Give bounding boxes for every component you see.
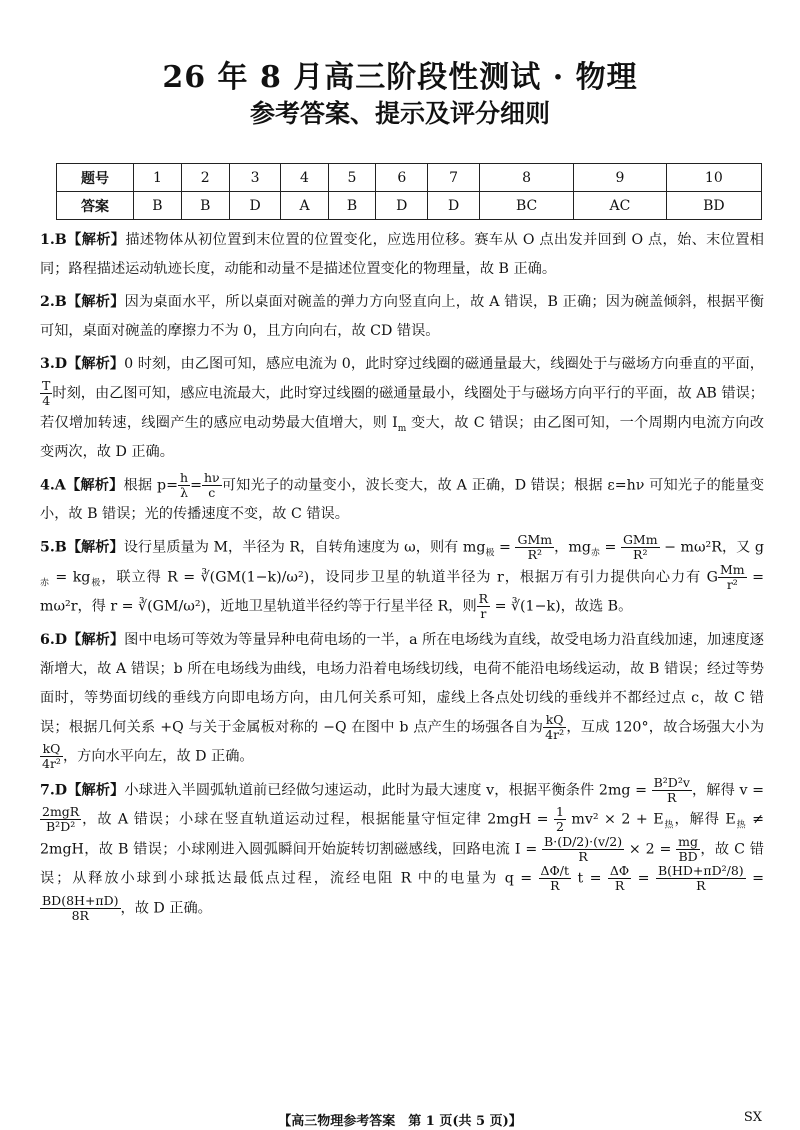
numerator: B(HD+πD²/8) bbox=[657, 863, 744, 878]
page-title: 26 年 8 月高三阶段性测试 · 物理 bbox=[162, 60, 638, 95]
solution-text: ，故 D 正确。 bbox=[120, 900, 212, 916]
denominator: λ bbox=[180, 484, 188, 500]
solution-text: ，mg bbox=[554, 539, 591, 556]
solution-text: 图中电场可等效为等量异种电荷电场的一半，a 所在电场线为直线，故受电场力沿直线加速，加速度逐渐增大，故 A 错误；b 所在电场线为曲线，电场力沿着电场线切线，电荷不能沿电场线运动，故 B 错误；经过等势面时，等势面切线的垂线方向即电场方向，由几何关系可知，虚线上各点处切线的垂线并不都经过点 c，故 C 错误；根据几何关系 +Q 与关于金属板对称的 −Q 在图中 b 点产生的场强各自为 bbox=[40, 631, 764, 735]
solution-text: 时刻，由乙图可知，感应电流最大，此时穿过线圈的磁通量最小，线圈处于与磁场方向平行的平面，故 AB 错误；若仅增加转速，线圈产生的感应电动势最大值增大，则 I bbox=[40, 385, 764, 431]
numerator: GMm bbox=[517, 532, 553, 547]
numerator: ΔΦ bbox=[609, 863, 630, 878]
denominator: 4r² bbox=[42, 756, 61, 771]
answer-cell: BC bbox=[479, 192, 573, 220]
solution-head: 7.D【解析】 bbox=[40, 782, 125, 798]
numerator: BD(8H+πD) bbox=[42, 892, 119, 908]
solution-text: 可知光子的动量变小，波长变大，故 A 正确，D 错误；根据 ε=hν 可知光子的能量变小，故 B 错误；光的传播速度不变，故 C 错误。 bbox=[40, 477, 765, 522]
solution-text: 根据 p= bbox=[123, 477, 178, 493]
fraction bbox=[656, 864, 746, 893]
numerator: kQ bbox=[40, 742, 63, 757]
solution-text: ，故 A 错误；小球在竖直轨道运动过程，根据能量守恒定律 2mgH = bbox=[81, 811, 554, 828]
denominator: c bbox=[208, 484, 216, 500]
numerator: B²D²v bbox=[653, 774, 690, 790]
subscript: 赤 bbox=[590, 548, 600, 559]
numerator: T bbox=[42, 378, 51, 393]
numerator: Mm bbox=[720, 561, 745, 577]
denominator: BD bbox=[678, 848, 698, 864]
denominator: 4 bbox=[42, 393, 51, 408]
solution-head: 1.B【解析】 bbox=[40, 232, 126, 248]
answer-cell: BD bbox=[666, 192, 761, 220]
table-row bbox=[57, 192, 762, 220]
answer-cell: B bbox=[328, 192, 376, 220]
row-header: 题号 bbox=[57, 164, 134, 192]
question-number: 3 bbox=[229, 164, 281, 192]
denominator: R bbox=[550, 878, 560, 893]
question-number: 7 bbox=[428, 164, 480, 192]
subscript: 极 bbox=[485, 548, 495, 559]
solution-text: ，解得 E bbox=[674, 811, 736, 828]
denominator: R bbox=[667, 789, 677, 805]
fraction bbox=[621, 533, 660, 562]
question-number: 10 bbox=[666, 164, 761, 192]
fraction bbox=[554, 805, 566, 834]
footer-code: SX bbox=[743, 1110, 762, 1125]
table-row bbox=[57, 164, 762, 192]
solution-text: = kg bbox=[49, 569, 91, 585]
solution-4 bbox=[40, 471, 764, 530]
fraction bbox=[40, 805, 81, 834]
solution-2 bbox=[40, 288, 764, 346]
fraction bbox=[652, 776, 692, 805]
denominator: 4r² bbox=[545, 726, 565, 742]
numerator: h bbox=[180, 469, 189, 485]
solution-text: 设行星质量为 M，半径为 R，自转角速度为 ω，则有 mg bbox=[123, 539, 486, 556]
numerator: mg bbox=[678, 833, 699, 849]
fraction bbox=[515, 533, 554, 562]
solution-text: t = bbox=[571, 870, 608, 887]
subscript: m bbox=[397, 423, 407, 434]
fraction bbox=[202, 471, 222, 500]
fraction bbox=[539, 864, 572, 893]
numerator: kQ bbox=[543, 713, 566, 728]
solution-text: 变大，故 C 错误；由乙图可知，一个周期内电流方向改变两次，故 D 正确。 bbox=[40, 414, 764, 460]
solution-text: = bbox=[494, 539, 516, 556]
fraction bbox=[477, 592, 490, 621]
numerator: 2mgR bbox=[42, 804, 80, 819]
solution-text: 小球进入半圆弧轨道前已经做匀速运动，此时为最大速度 v，根据平衡条件 2mg = bbox=[124, 782, 652, 798]
numerator: R bbox=[478, 591, 489, 606]
denominator: 2 bbox=[556, 819, 564, 834]
solution-text: = bbox=[745, 870, 764, 887]
equals-sign: = bbox=[190, 477, 202, 493]
solution-head: 4.A【解析】 bbox=[40, 477, 124, 493]
answer-cell: D bbox=[376, 192, 428, 220]
fraction bbox=[40, 379, 52, 408]
denominator: R² bbox=[633, 547, 648, 562]
solution-text: 因为桌面水平，所以桌面对碗盖的弹力方向竖直向上，故 A 错误，B 正确；因为碗盖倾斜，根据平衡可知，桌面对碗盖的摩擦力不为 0，且方向向右，故 CD 错误。 bbox=[40, 294, 764, 339]
denominator: R² bbox=[527, 547, 543, 562]
denominator: R bbox=[578, 848, 588, 864]
solution-text: = mω²r，得 r = ∛(GM/ω²)，近地卫星轨道半径约等于行星半径 R，则 bbox=[40, 569, 764, 615]
question-number: 8 bbox=[479, 164, 573, 192]
solution-head: 2.B【解析】 bbox=[40, 294, 125, 310]
fraction bbox=[608, 864, 631, 893]
answer-cell: D bbox=[229, 192, 281, 220]
answer-cell: B bbox=[134, 192, 182, 220]
subscript: 赤 bbox=[40, 577, 50, 588]
question-number: 1 bbox=[134, 164, 182, 192]
answer-table bbox=[56, 163, 762, 220]
numerator: 1 bbox=[556, 804, 564, 819]
solution-text: 0 时刻，由乙图可知，感应电流为 0，此时穿过线圈的磁通量最大，线圈处于与磁场方向垂直的平面， bbox=[124, 356, 764, 372]
fraction bbox=[542, 835, 624, 864]
numerator: GMm bbox=[622, 532, 658, 547]
solution-1 bbox=[40, 226, 764, 284]
question-number: 4 bbox=[281, 164, 328, 192]
solution-text: ，故 C 错误；从释放小球到小球抵达最低点过程，流经电阻 R 中的电量为 q = bbox=[40, 841, 764, 887]
answer-cell: B bbox=[181, 192, 229, 220]
solution-text: ，解得 v = bbox=[691, 782, 764, 798]
denominator: B²D² bbox=[46, 819, 76, 834]
answer-cell: A bbox=[281, 192, 328, 220]
solution-text: ，互成 120°，故合场强大小为 bbox=[566, 719, 765, 735]
solution-text: × 2 = bbox=[624, 841, 677, 857]
denominator: 8R bbox=[71, 907, 89, 923]
question-number: 2 bbox=[181, 164, 229, 192]
fraction bbox=[543, 713, 566, 742]
answer-cell: D bbox=[428, 192, 480, 220]
subscript: 极 bbox=[90, 577, 102, 588]
denominator: r bbox=[480, 606, 487, 621]
question-number: 5 bbox=[328, 164, 376, 192]
fraction bbox=[178, 471, 190, 500]
question-number: 6 bbox=[376, 164, 428, 192]
solution-text: mv² × 2 + E bbox=[565, 811, 664, 828]
solution-text: − mω²R，又 g bbox=[659, 539, 764, 556]
fraction bbox=[40, 894, 121, 923]
page-subtitle: 参考答案、提示及评分细则 bbox=[249, 99, 550, 128]
numerator: B·(D/2)·(v/2) bbox=[544, 833, 623, 849]
row-header: 答案 bbox=[57, 192, 134, 220]
numerator: hν bbox=[203, 469, 220, 485]
solution-3 bbox=[40, 350, 764, 467]
numerator: ΔΦ/t bbox=[540, 863, 570, 878]
solution-text: = bbox=[599, 539, 621, 556]
solution-head: 6.D【解析】 bbox=[40, 631, 125, 648]
fraction bbox=[718, 563, 747, 592]
subscript: 热 bbox=[663, 820, 675, 831]
solution-text: = ∛(1−k)，故选 B。 bbox=[490, 598, 633, 615]
solution-head: 3.D【解析】 bbox=[40, 356, 125, 372]
answer-cell: AC bbox=[574, 192, 666, 220]
solution-text: ，方向水平向左，故 D 正确。 bbox=[62, 748, 254, 765]
solution-head: 5.B【解析】 bbox=[40, 539, 124, 556]
question-number: 9 bbox=[574, 164, 666, 192]
solution-text: 描述物体从初位置到末位置的位置变化，应选用位移。赛车从 O 点出发并回到 O 点，始、末位置相同；路程描述运动轨迹长度，动能和动量不是描述位置变化的物理量，故 B 正确。 bbox=[40, 232, 764, 277]
solution-6 bbox=[40, 626, 764, 772]
fraction bbox=[676, 835, 700, 864]
subscript: 热 bbox=[735, 820, 747, 831]
solution-text: ≠ 2mgH，故 B 错误；小球刚进入圆弧瞬间开始旋转切割磁感线，回路电流 I = bbox=[40, 811, 764, 857]
solutions-body bbox=[40, 226, 764, 927]
fraction bbox=[40, 742, 63, 771]
page-footer: 【高三物理参考答案 第 1 页(共 5 页)】 bbox=[278, 1114, 522, 1129]
denominator: R bbox=[614, 878, 625, 893]
solution-5 bbox=[40, 533, 764, 622]
solution-text: ，联立得 R = ∛(GM(1−k)/ω²)，设同步卫星的轨道半径为 r，根据万有引力提供向心力有 G bbox=[101, 569, 718, 585]
denominator: R bbox=[696, 878, 706, 893]
solution-7 bbox=[40, 776, 764, 924]
solution-text: = bbox=[631, 870, 656, 887]
denominator: r² bbox=[726, 576, 738, 592]
